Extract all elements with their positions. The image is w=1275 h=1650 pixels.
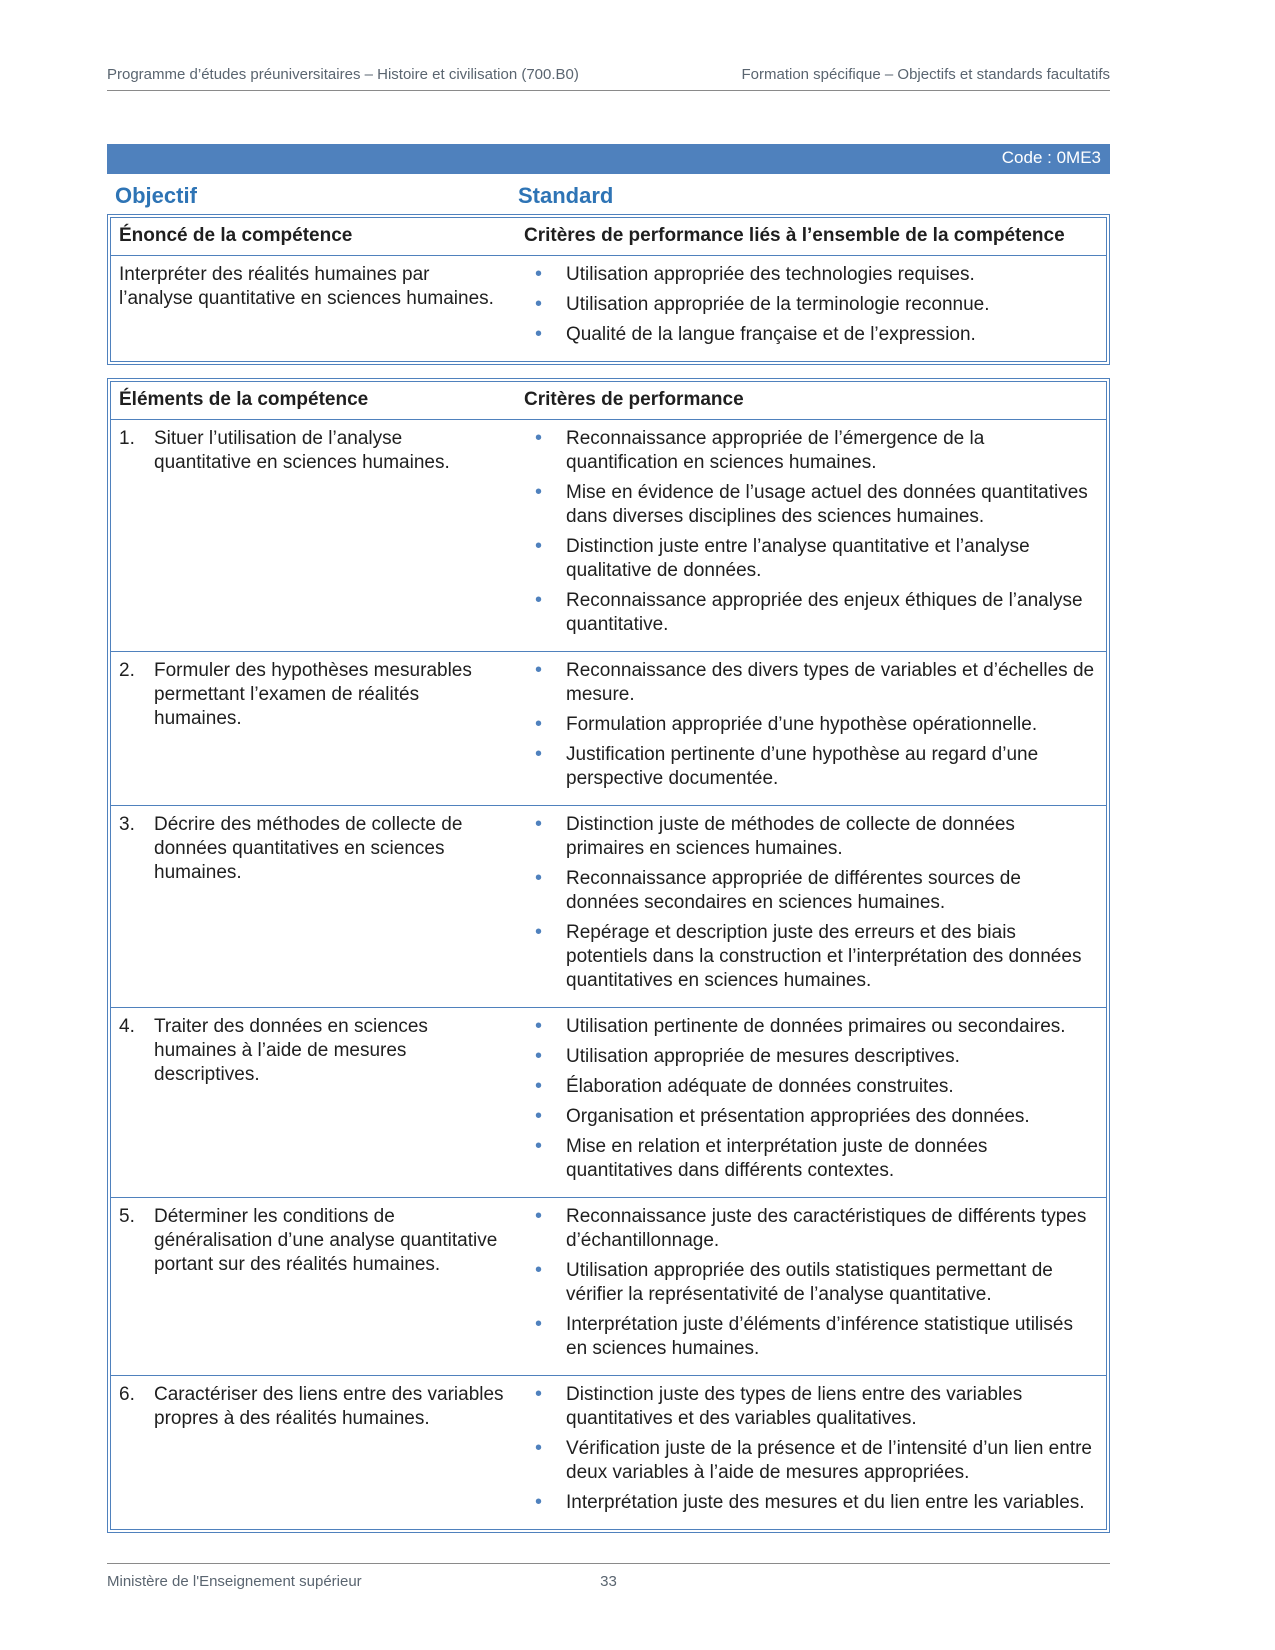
competence-table-inner bbox=[110, 217, 1107, 362]
criterion-item: • Reconnaissance appropriée des enjeux éthiques de l’analyse quantitative. bbox=[524, 589, 1098, 637]
criterion-item: • Reconnaissance appropriée de l’émergence de la quantification en sciences humaines. bbox=[524, 427, 1098, 475]
element-text: Formuler des hypothèses mesurables permettant l’examen de réalités humaines. bbox=[154, 660, 472, 729]
criterion-item: • Reconnaissance des divers types de variables et d’échelles de mesure. bbox=[524, 659, 1098, 707]
row-number: 2. bbox=[119, 660, 135, 681]
criterion-item: • Utilisation appropriée de mesures descriptives. bbox=[524, 1045, 1098, 1069]
criterion-item: • Utilisation appropriée des outils statistiques permettant de vérifier la représentativité de l’analyse quantitative. bbox=[524, 1259, 1098, 1307]
criterion-item: • Vérification juste de la présence et de l’intensité d’un lien entre deux variables à l’aide de mesures appropriées. bbox=[524, 1437, 1098, 1485]
criteria-cell bbox=[516, 420, 1106, 651]
criterion-item: • Utilisation appropriée des technologies requises. bbox=[524, 263, 1098, 287]
header-left-text: Programme d’études préuniversitaires – Histoire et civilisation (700.B0) bbox=[107, 66, 579, 83]
criterion-item: • Interprétation juste des mesures et du lien entre les variables. bbox=[524, 1491, 1098, 1515]
table-row bbox=[111, 1008, 1106, 1198]
header-right-text: Formation spécifique – Objectifs et standards facultatifs bbox=[741, 66, 1110, 83]
elements-header-left: Éléments de la compétence bbox=[119, 389, 369, 410]
criterion-item: • Reconnaissance appropriée de différentes sources de données secondaires en sciences humaines. bbox=[524, 867, 1098, 915]
criteria-cell bbox=[516, 1008, 1106, 1197]
code-bar bbox=[107, 144, 1110, 174]
competence-statement: Interpréter des réalités humaines par l’analyse quantitative en sciences humaines. bbox=[119, 264, 494, 309]
competence-criteria-cell bbox=[516, 256, 1106, 361]
elements-table-body bbox=[111, 420, 1106, 1529]
criterion-item: • Interprétation juste d’éléments d’inférence statistique utilisés en sciences humaines. bbox=[524, 1313, 1098, 1361]
row-number: 5. bbox=[119, 1206, 135, 1227]
criteria-cell bbox=[516, 652, 1106, 805]
element-text: Décrire des méthodes de collecte de données quantitatives en sciences humaines. bbox=[154, 814, 463, 883]
row-number: 6. bbox=[119, 1384, 135, 1405]
criterion-item: • Utilisation appropriée de la terminologie reconnue. bbox=[524, 293, 1098, 317]
criteria-list bbox=[524, 427, 1098, 637]
table-row bbox=[111, 1376, 1106, 1529]
document-footer bbox=[107, 1563, 1110, 1590]
footer-ministry: Ministère de l'Enseignement supérieur bbox=[107, 1573, 362, 1590]
criterion-item: • Distinction juste de méthodes de collecte de données primaires en sciences humaines. bbox=[524, 813, 1098, 861]
element-cell bbox=[111, 1376, 516, 1529]
table-row bbox=[111, 1198, 1106, 1376]
standard-heading: Standard bbox=[518, 183, 614, 208]
criterion-item: • Repérage et description juste des erreurs et des biais potentiels dans la construction et l’interprétation des données quantitatives en sciences humaines. bbox=[524, 921, 1098, 993]
criteria-list bbox=[524, 813, 1098, 993]
competence-header-left: Énoncé de la compétence bbox=[119, 225, 353, 246]
criterion-item: • Mise en relation et interprétation juste de données quantitatives dans différents contextes. bbox=[524, 1135, 1098, 1183]
elements-table-inner bbox=[110, 381, 1107, 1530]
competence-criteria-list bbox=[524, 263, 1098, 347]
criterion-item: • Mise en évidence de l’usage actuel des données quantitatives dans diverses disciplines des sciences humaines. bbox=[524, 481, 1098, 529]
elements-header-right: Critères de performance bbox=[524, 389, 744, 410]
criteria-list bbox=[524, 1383, 1098, 1515]
element-cell bbox=[111, 652, 516, 805]
element-cell bbox=[111, 420, 516, 651]
table-row bbox=[111, 652, 1106, 806]
criterion-item: • Reconnaissance juste des caractéristiques de différents types d’échantillonnage. bbox=[524, 1205, 1098, 1253]
table-row bbox=[111, 420, 1106, 652]
criterion-item: • Distinction juste entre l’analyse quantitative et l’analyse qualitative de données. bbox=[524, 535, 1098, 583]
competence-table bbox=[107, 214, 1110, 365]
criteria-cell bbox=[516, 1198, 1106, 1375]
elements-table-header bbox=[111, 382, 1106, 420]
competence-header-right: Critères de performance liés à l’ensemble de la compétence bbox=[524, 225, 1065, 246]
element-cell bbox=[111, 1008, 516, 1197]
table-row bbox=[111, 806, 1106, 1008]
row-number: 1. bbox=[119, 428, 135, 449]
element-cell bbox=[111, 1198, 516, 1375]
row-number: 3. bbox=[119, 814, 135, 835]
criteria-list bbox=[524, 1205, 1098, 1361]
document-header bbox=[107, 66, 1110, 91]
criteria-cell bbox=[516, 806, 1106, 1007]
criterion-item: • Élaboration adéquate de données construites. bbox=[524, 1075, 1098, 1099]
element-text: Situer l’utilisation de l’analyse quantitative en sciences humaines. bbox=[154, 428, 450, 473]
code-label: Code : 0ME3 bbox=[1001, 148, 1101, 167]
element-text: Caractériser des liens entre des variables propres à des réalités humaines. bbox=[154, 1384, 504, 1429]
competence-table-body bbox=[111, 256, 1106, 361]
criteria-list bbox=[524, 659, 1098, 791]
competence-statement-cell bbox=[111, 256, 516, 361]
element-text: Déterminer les conditions de généralisation d’une analyse quantitative portant sur des réalités humaines. bbox=[154, 1206, 498, 1275]
criteria-list bbox=[524, 1015, 1098, 1183]
row-number: 4. bbox=[119, 1016, 135, 1037]
criteria-cell bbox=[516, 1376, 1106, 1529]
elements-table bbox=[107, 378, 1110, 1533]
column-headings bbox=[107, 174, 1110, 214]
criterion-item: • Distinction juste des types de liens entre des variables quantitatives et des variables qualitatives. bbox=[524, 1383, 1098, 1431]
footer-page-number: 33 bbox=[600, 1573, 617, 1590]
criterion-item: • Formulation appropriée d’une hypothèse opérationnelle. bbox=[524, 713, 1098, 737]
page-content bbox=[107, 0, 1110, 1533]
criterion-item: • Justification pertinente d’une hypothèse au regard d’une perspective documentée. bbox=[524, 743, 1098, 791]
table-row bbox=[111, 256, 1106, 361]
element-text: Traiter des données en sciences humaines à l’aide de mesures descriptives. bbox=[154, 1016, 428, 1085]
element-cell bbox=[111, 806, 516, 1007]
criterion-item: • Organisation et présentation appropriées des données. bbox=[524, 1105, 1098, 1129]
criterion-item: • Utilisation pertinente de données primaires ou secondaires. bbox=[524, 1015, 1098, 1039]
objectif-heading: Objectif bbox=[115, 183, 197, 208]
competence-table-header bbox=[111, 218, 1106, 256]
criterion-item: • Qualité de la langue française et de l’expression. bbox=[524, 323, 1098, 347]
